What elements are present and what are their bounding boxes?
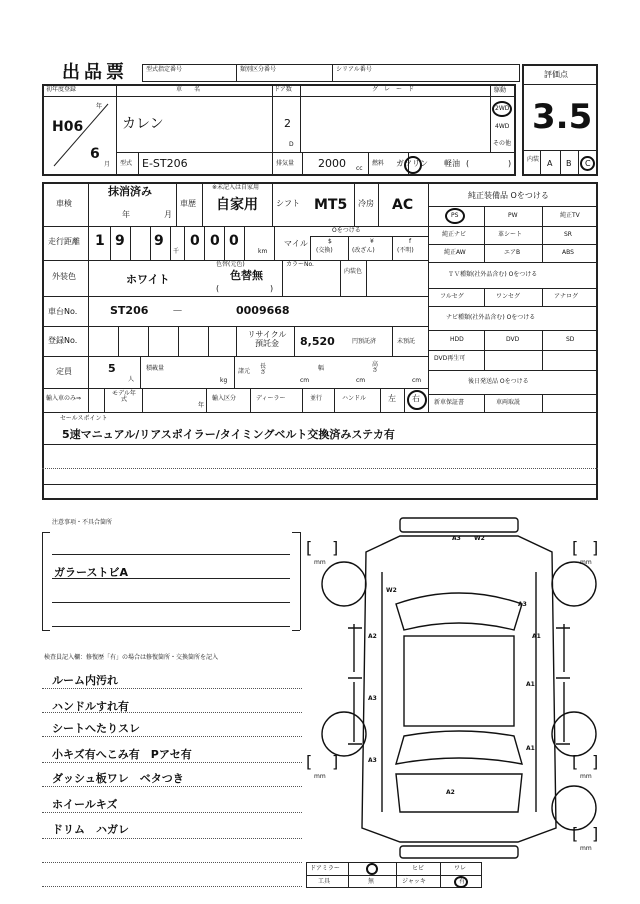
damage-mark-2: W2 [474, 535, 485, 542]
odo-swap: (交換) [316, 247, 333, 254]
nav-title: ナビ種類(社外品含む) Oをつける [446, 314, 536, 321]
history-label: 車歴 [180, 199, 196, 208]
inspector-item-3: シートへたりスレ [52, 722, 140, 735]
color-change-label: 色替(元色) [216, 261, 245, 268]
model-label: 型式 [120, 160, 133, 167]
model-cert-label: 型式指定番号 [146, 66, 183, 73]
inspector-label: 検査員記入欄：修復歴「有」の場合は修復箇所・交換箇所を記入 [44, 654, 219, 661]
mileage-digit-5: 0 [210, 233, 220, 249]
first-reg-month: 6 [90, 146, 100, 162]
capacity-value: 5 [108, 362, 116, 375]
inspection-label: 車検 [56, 199, 72, 208]
handle-label: ハンドル [342, 395, 367, 402]
color-value: ホワイト [126, 273, 170, 286]
tread-bracket-rl-close: ] [332, 752, 339, 771]
header-meta-row [142, 64, 520, 82]
first-reg-year: H06 [52, 119, 84, 135]
tools-label: 工具 [318, 878, 331, 885]
mileage-digit-1: 1 [95, 233, 105, 249]
mileage-km: km [258, 248, 268, 255]
fuel-gasoline: ガソリン [396, 159, 428, 168]
doors-suffix: D [289, 141, 294, 148]
equip-nav: 純正ナビ [442, 231, 467, 238]
inspection-year: 年 [122, 210, 130, 219]
equip-sr: SR [564, 231, 572, 238]
later-title: 後日発送品 Oをつける [468, 378, 529, 385]
equip-tv: 純正TV [560, 212, 580, 219]
inspector-item-6: ホイールキズ [52, 798, 118, 811]
model-value: E-ST206 [142, 157, 188, 170]
fuel-paren-close: ) [508, 159, 512, 168]
mirror-circle [366, 863, 378, 875]
odo-tamper-symbol: ¥ [370, 238, 374, 245]
tread-mm-spare: mm [580, 845, 592, 852]
mileage-digit-3: 9 [154, 233, 164, 249]
dims-label: 諸元 [238, 368, 251, 375]
year-label: 年 [96, 103, 103, 110]
import-dealer: ディーラー [256, 395, 286, 402]
recycle-label: リサイクル預託金 [247, 330, 287, 348]
caution-item: ガラーストビA [54, 566, 128, 579]
odo-tamper: (改ざん) [352, 247, 375, 254]
interior-c: C [585, 159, 591, 168]
color-paren-close: ) [270, 284, 274, 293]
equip-ps-circle [445, 208, 465, 224]
reg-no-label: 登録No. [48, 336, 78, 345]
mileage-digit-4: 0 [190, 233, 200, 249]
interior-color-label: 内装色 [344, 268, 363, 275]
fuel-label: 燃料 [372, 160, 385, 167]
crack-label: ヒビ [412, 865, 425, 872]
handle-right-circle [407, 390, 427, 410]
color-no-label: カラーNo. [286, 261, 314, 268]
tv-fullseg: フルセグ [440, 293, 464, 300]
dvd-play-label: DVD再生可 [434, 355, 466, 362]
damage-mark-9: A1 [526, 745, 535, 752]
length-cm: cm [300, 377, 310, 384]
color-change-value: 色替無 [230, 269, 263, 282]
drive-2wd: 2WD [495, 105, 510, 112]
import-label: 輸入車のみ⇒ [46, 395, 82, 402]
damage-mark-1: A3 [452, 535, 461, 542]
grade-label: グ レ ー ド [372, 86, 415, 93]
load-kg: kg [220, 377, 228, 384]
interior-b: B [566, 159, 572, 168]
later-manual: 車両取説 [496, 399, 521, 406]
damage-mark-10: A3 [368, 757, 377, 764]
tread-mm-rr: mm [580, 773, 592, 780]
inspection-value: 抹消済み [108, 185, 152, 198]
later-warranty: 新車保証書 [434, 399, 465, 406]
fuel-diesel: 軽油 [444, 159, 460, 168]
tread-mm-fr: mm [580, 559, 592, 566]
tread-bracket-fl-close: ] [332, 538, 339, 557]
chassis-prefix: ST206 [110, 304, 149, 317]
inspector-item-4: 小キズ有へこみ有 Pアセ有 [52, 748, 192, 761]
drive-2wd-circle [492, 101, 512, 117]
interior-c-circle [580, 156, 595, 171]
car-name: カレン [122, 116, 164, 132]
inspection-month: 月 [164, 210, 172, 219]
tread-bracket-fr-close: ] [592, 538, 599, 557]
displacement-label: 排気量 [276, 160, 295, 167]
tread-bracket-rl-open: [ [306, 752, 313, 771]
ac-label: 冷房 [358, 199, 374, 208]
odo-unknown-symbol: f [409, 238, 412, 245]
car-damage-diagram [318, 512, 600, 860]
nav-sd: SD [566, 336, 575, 343]
equip-leather: 革シート [498, 231, 523, 238]
shift-label: シフト [276, 199, 300, 208]
equip-pw: PW [508, 212, 518, 219]
form-title: 出品票 [62, 62, 128, 83]
mileage-thousand: 千 [173, 248, 180, 255]
interior-label: 内装 [527, 156, 540, 163]
equip-ps: PS [451, 212, 459, 219]
mileage-digit-6: 0 [229, 233, 239, 249]
import-parallel: 並行 [310, 395, 323, 402]
tv-analog: アナログ [554, 293, 579, 300]
drive-4wd: 4WD [495, 123, 510, 130]
length-label: 長さ [260, 363, 267, 376]
first-reg-label: 初年度登録 [46, 86, 77, 93]
recycle-paid: 円預託済 [352, 338, 377, 345]
capacity-unit: 人 [128, 376, 135, 383]
mileage-digit-2: 9 [115, 233, 125, 249]
tools-value: 無 [368, 878, 375, 885]
height-cm: cm [412, 377, 422, 384]
sales-text: 5速マニュアル/リアスポイラー/タイミングベルト交換済みステカ有 [62, 428, 395, 441]
drive-other: その他 [493, 140, 512, 147]
history-value: 自家用 [216, 197, 258, 213]
model-year-label: モデル年式 [112, 390, 136, 403]
fuel-gasoline-circle [404, 156, 422, 174]
serial-label: シリアル番号 [336, 66, 372, 73]
height-label: 高さ [372, 361, 379, 374]
recycle-unpaid: 未預託 [397, 338, 416, 345]
tread-bracket-fr-open: [ [572, 538, 579, 557]
tread-mm-rl: mm [314, 773, 326, 780]
tread-bracket-fl-open: [ [306, 538, 313, 557]
jack-circle [454, 876, 468, 888]
odo-unknown: (不明) [397, 247, 414, 254]
doors-value: 2 [284, 117, 291, 130]
eval-score: 3.5 [532, 97, 593, 137]
chassis-dash: － [172, 304, 183, 317]
cc-label: cc [356, 165, 363, 172]
inspector-item-7: ドリム ハガレ [52, 823, 129, 836]
tv-oneseg: ワンセグ [496, 293, 521, 300]
doors-label: ドア数 [274, 86, 292, 93]
odo-swap-symbol: $ [328, 238, 332, 245]
load-label: 積載量 [146, 365, 165, 372]
tread-bracket-rr-open: [ [572, 752, 579, 771]
tread-bracket-rr-close: ] [592, 752, 599, 771]
nav-dvd: DVD [506, 336, 520, 343]
width-cm: cm [356, 377, 366, 384]
equip-airbag: エアB [504, 249, 521, 256]
model-year-unit: 年 [198, 402, 205, 409]
equipment-title: 純正装備品 Oをつける [468, 191, 549, 200]
damage-mark-4: A3 [518, 601, 527, 608]
width-label: 幅 [318, 365, 325, 372]
history-note: ※未記入は自家用 [212, 184, 260, 191]
displacement-value: 2000 [318, 157, 346, 170]
ac-value: AC [392, 197, 414, 213]
tread-mm-fl: mm [314, 559, 326, 566]
tv-title: ＴＶ種類(社外品含む) Oをつける [448, 271, 538, 278]
break-label: ワレ [454, 865, 467, 872]
odo-circle-prompt: Oをつける [332, 227, 361, 234]
caution-label: 注意事項・不具合箇所 [52, 519, 113, 526]
damage-mark-3: W2 [386, 587, 397, 594]
handle-left: 左 [388, 394, 396, 403]
import-class-label: 輸入区分 [212, 395, 237, 402]
sales-label: セールスポイント [60, 415, 108, 422]
damage-mark-7: A1 [526, 681, 535, 688]
recycle-value: 8,520 [300, 335, 335, 348]
mirror-label: ドアミラー [310, 865, 340, 872]
tread-bracket-sp-close: ] [592, 824, 599, 843]
mileage-mile: マイル [284, 239, 308, 248]
color-paren-open: ( [216, 284, 220, 293]
tread-bracket-sp-open: [ [572, 824, 579, 843]
eval-label: 評価点 [544, 70, 568, 79]
drive-label: 駆動 [494, 87, 507, 94]
inspector-item-1: ルーム内汚れ [52, 674, 118, 687]
color-label: 外装色 [52, 272, 76, 281]
mileage-label: 走行距離 [48, 237, 80, 246]
month-label: 月 [104, 161, 111, 168]
chassis-label: 車台No. [48, 307, 78, 316]
jack-value: 有 [459, 878, 466, 885]
shift-value: MT5 [314, 197, 348, 213]
category-label: 類別区分番号 [240, 66, 277, 73]
inspector-item-2: ハンドルすれ有 [52, 700, 129, 713]
equip-abs: ABS [562, 249, 574, 256]
inspector-item-5: ダッシュ板ワレ ベタつき [52, 772, 184, 785]
equip-aw: 純正AW [444, 249, 466, 256]
car-name-label: 車 名 [176, 86, 201, 93]
handle-right: 右 [412, 394, 420, 403]
damage-mark-5: A2 [368, 633, 377, 640]
jack-label: ジャッキ [402, 878, 426, 885]
interior-a: A [547, 159, 553, 168]
chassis-number: 0009668 [236, 304, 290, 317]
fuel-paren-open: ( [466, 159, 470, 168]
damage-mark-11: A2 [446, 789, 455, 796]
capacity-label: 定員 [56, 367, 72, 376]
nav-hdd: HDD [450, 336, 464, 343]
damage-mark-8: A3 [368, 695, 377, 702]
damage-mark-6: A1 [532, 633, 541, 640]
